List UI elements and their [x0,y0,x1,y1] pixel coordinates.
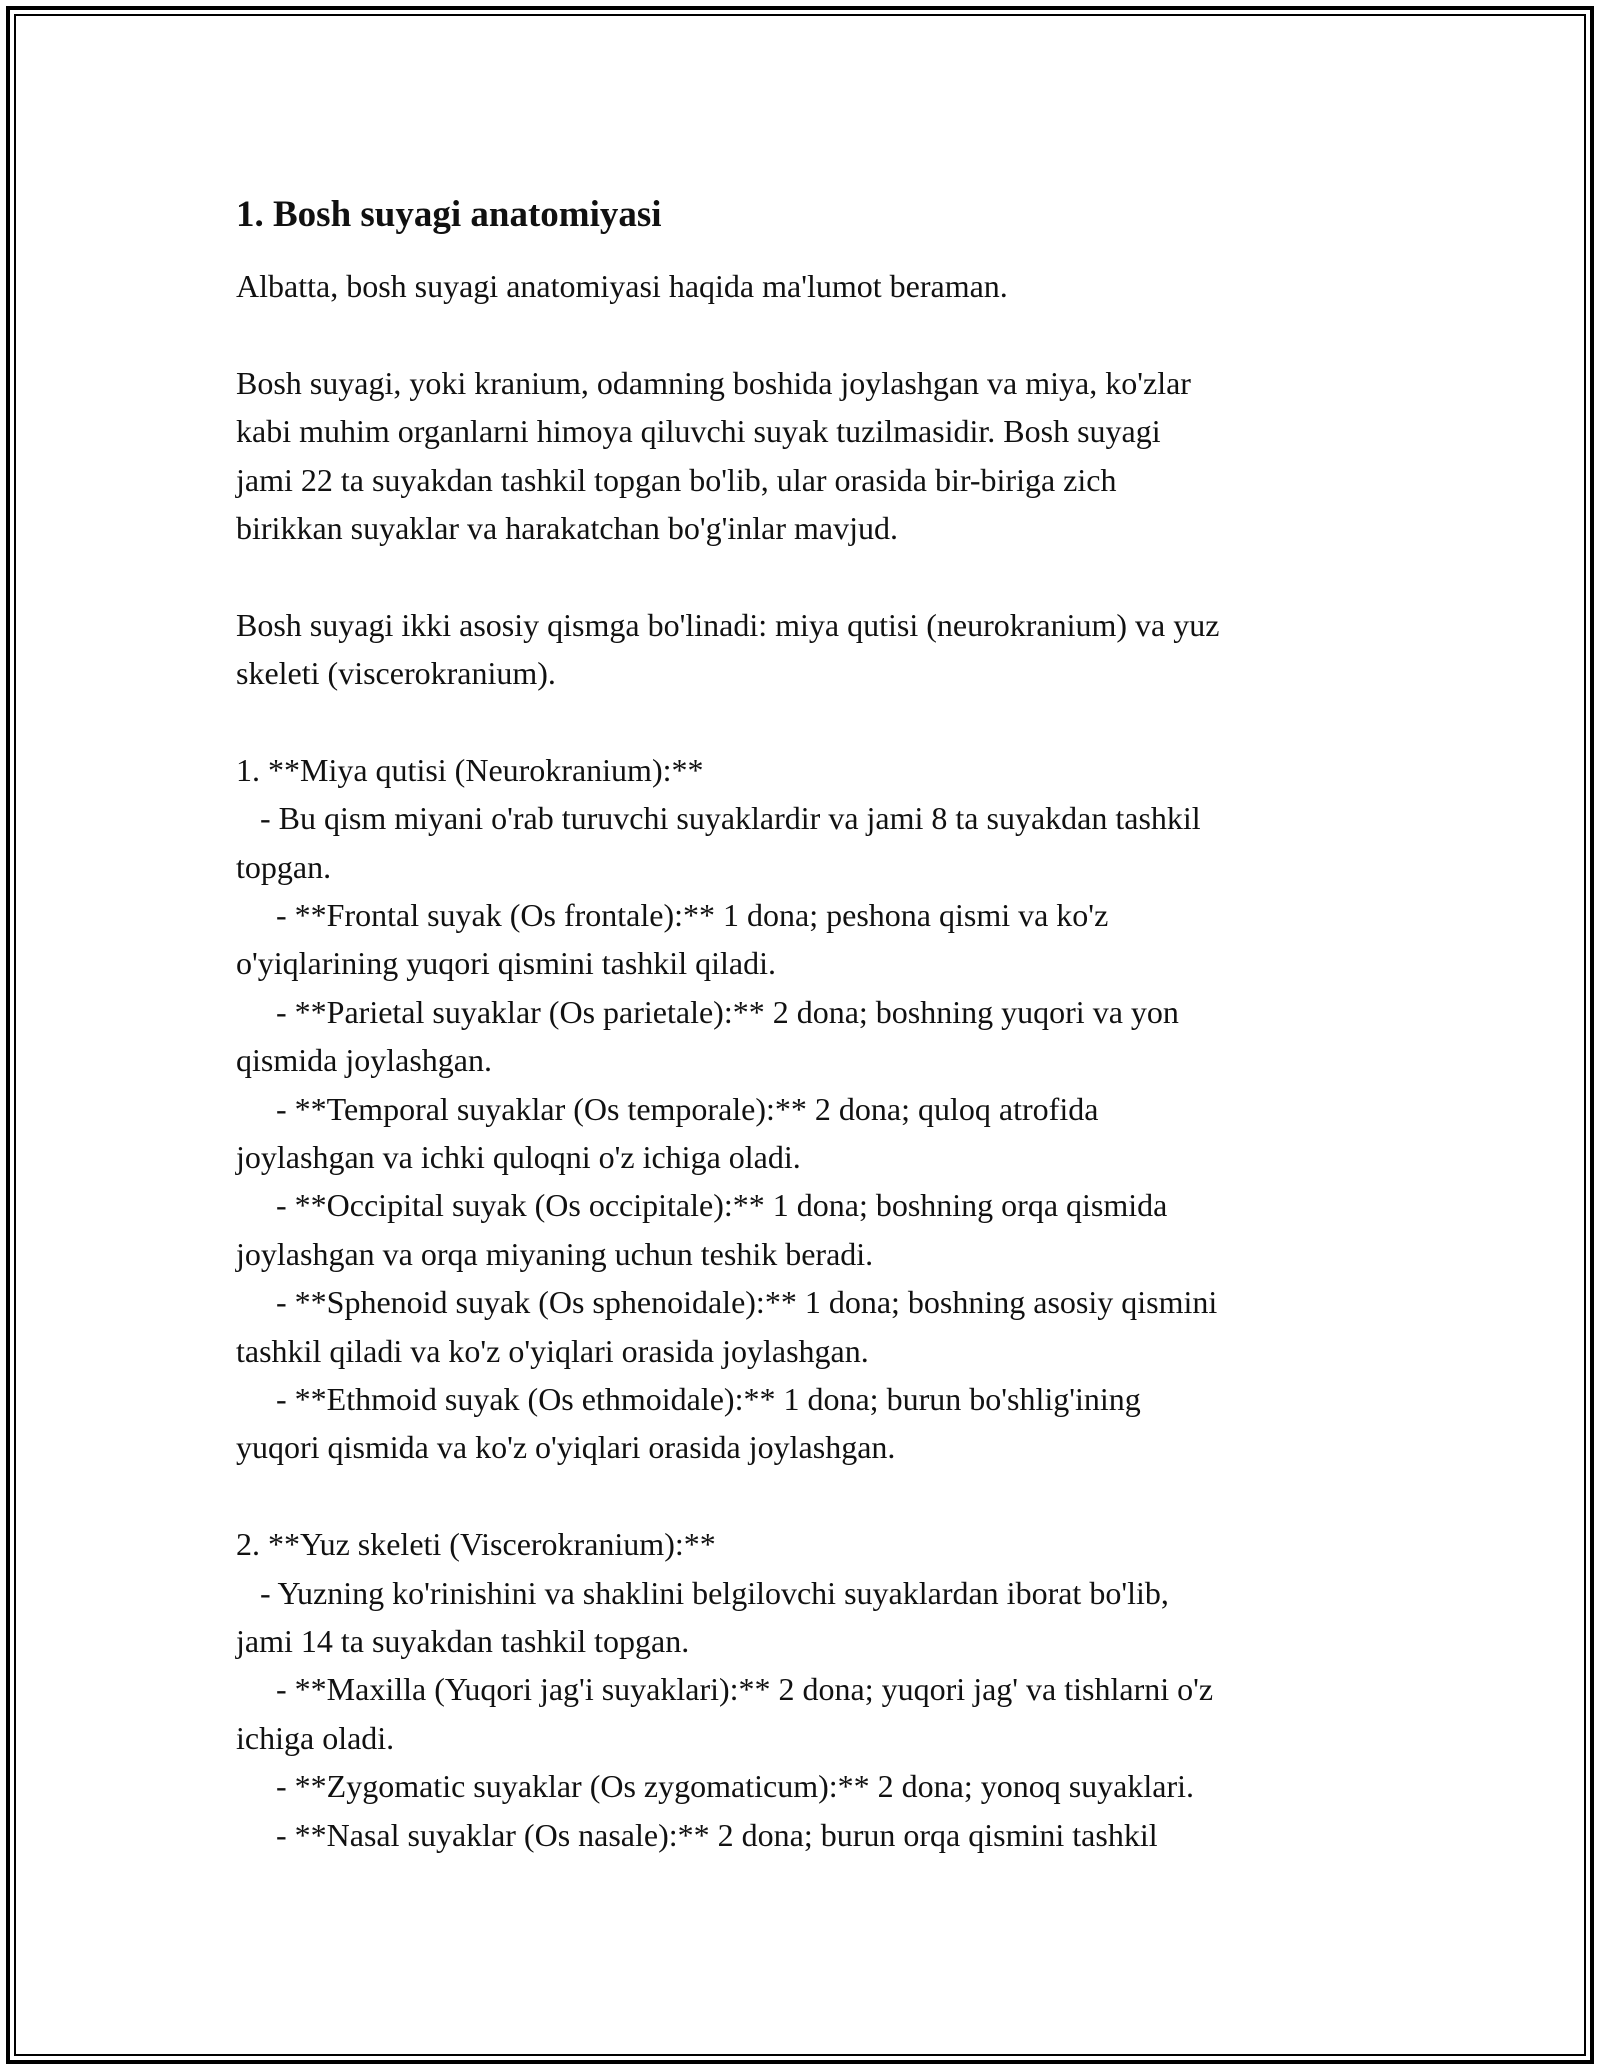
text-line: - **Occipital suyak (Os occipitale):** 1 dona; boshning orqa qismida [236,1187,1168,1224]
text-line: jami 22 ta suyakdan tashkil topgan bo'lib, ular orasida bir-biriga zich [236,461,1117,498]
text-line: - Bu qism miyani o'rab turuvchi suyaklardir va jami 8 ta suyakdan tashkil [236,800,1201,837]
document-heading: 1. Bosh suyagi anatomiyasi [236,194,662,235]
blank-line [236,552,1386,600]
text-line: birikkan suyaklar va harakatchan bo'g'inlar mavjud. [236,509,898,546]
blank-line [236,698,1386,746]
blank-line [236,310,1386,358]
text-line: 1. **Miya qutisi (Neurokranium):** [236,751,704,788]
text-line: joylashgan va orqa miyaning uchun teshik beradi. [236,1235,874,1272]
text-line: - Yuzning ko'rinishini va shaklini belgilovchi suyaklardan iborat bo'lib, [236,1574,1169,1611]
text-line: 2. **Yuz skeleti (Viscerokranium):** [236,1526,716,1563]
text-line: - **Nasal suyaklar (Os nasale):** 2 dona; burun orqa qismini tashkil [236,1816,1158,1853]
text-line: tashkil qiladi va ko'z o'yiqlari orasida joylashgan. [236,1332,869,1369]
text-line: - **Sphenoid suyak (Os sphenoidale):** 1 dona; boshning asosiy qismini [236,1284,1218,1321]
text-line: ichiga oladi. [236,1719,395,1756]
text-line: Bosh suyagi, yoki kranium, odamning boshida joylashgan va miya, ko'zlar [236,364,1191,401]
text-line: qismida joylashgan. [236,1042,492,1079]
blank-line [236,1472,1386,1520]
text-line: Albatta, bosh suyagi anatomiyasi haqida ma'lumot beraman. [236,268,1008,304]
text-line: yuqori qismida va ko'z o'yiqlari orasida joylashgan. [236,1429,896,1466]
document-page [236,190,1386,1859]
text-line: - **Temporal suyaklar (Os temporale):** 2 dona; quloq atrofida [236,1090,1099,1127]
text-line: skeleti (viscerokranium). [236,655,556,692]
text-line: - **Maxilla (Yuqori jag'i suyaklari):** 2 dona; yuqori jag' va tishlarni o'z [236,1671,1214,1708]
text-line: kabi muhim organlarni himoya qiluvchi suyak tuzilmasidir. Bosh suyagi [236,413,1161,450]
text-line: - **Zygomatic suyaklar (Os zygomaticum):** 2 dona; yonoq suyaklari. [236,1768,1195,1805]
text-line: joylashgan va ichki quloqni o'z ichiga oladi. [236,1139,801,1176]
text-line: - **Frontal suyak (Os frontale):** 1 dona; peshona qismi va ko'z [236,897,1109,934]
document-body [236,262,1386,1859]
text-line: topgan. [236,848,332,885]
text-line: jami 14 ta suyakdan tashkil topgan. [236,1622,690,1659]
text-line: - **Parietal suyaklar (Os parietale):** 2 dona; boshning yuqori va yon [236,993,1179,1030]
text-line: o'yiqlarining yuqori qismini tashkil qiladi. [236,945,776,982]
text-line: - **Ethmoid suyak (Os ethmoidale):** 1 dona; burun bo'shlig'ining [236,1380,1141,1417]
text-line: Bosh suyagi ikki asosiy qismga bo'linadi: miya qutisi (neurokranium) va yuz [236,606,1220,643]
